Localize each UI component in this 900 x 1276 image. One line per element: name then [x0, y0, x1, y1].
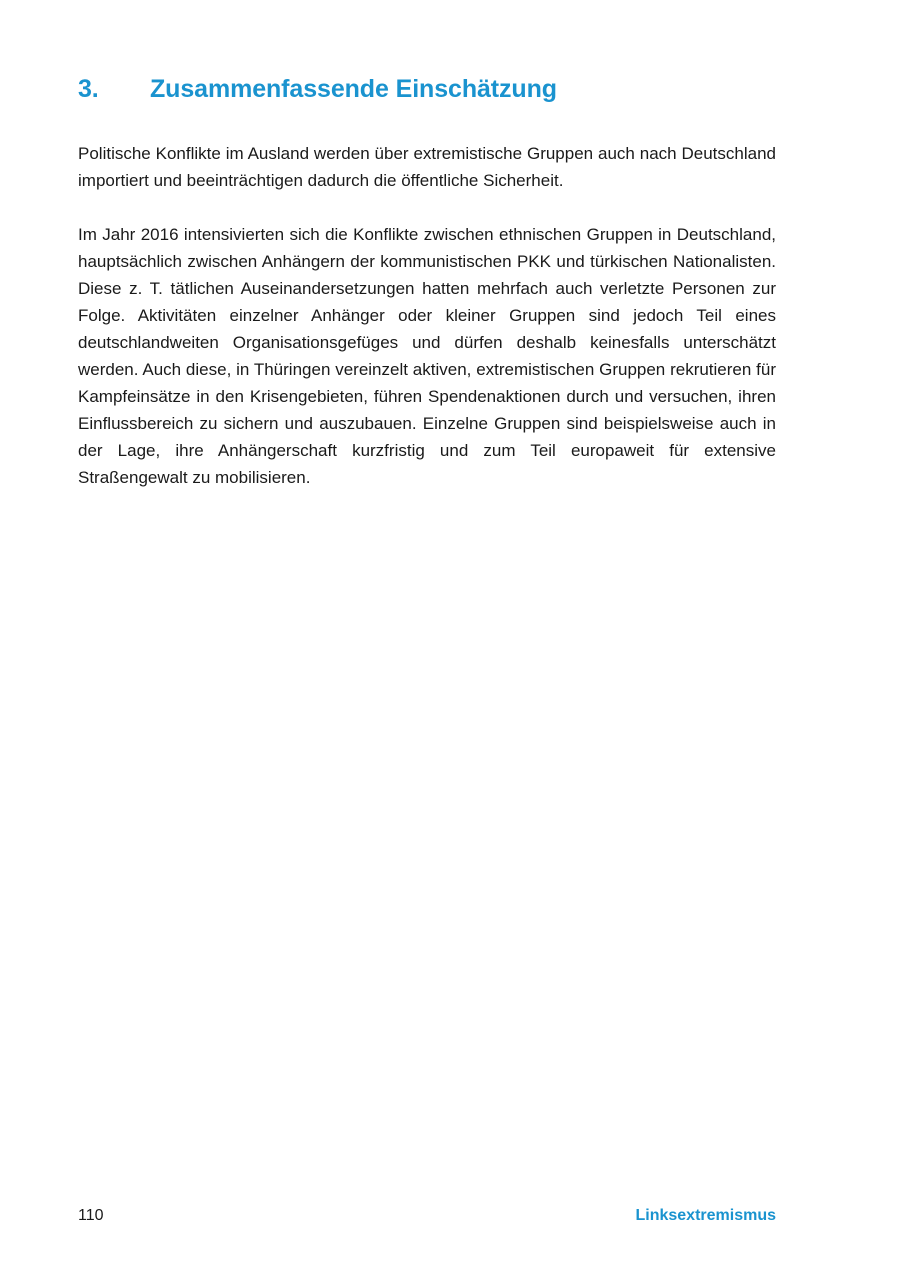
page-number: 110: [78, 1207, 104, 1224]
paragraph-details: Im Jahr 2016 intensivierten sich die Konflikte zwischen ethnischen Gruppen in Deutschland, hauptsächlich zwischen Anhängern der kommunistischen PKK und türkischen Nationalisten. Diese z. T. tätlichen Auseinandersetzungen hatten mehrfach auch verletzte Personen zur Folge. Aktivitäten einzelner Anhänger oder kleiner Gruppen sind jedoch Teil eines deutschlandweiten Organisationsgefüges und dürfen deshalb keinesfalls unterschätzt werden. Auch diese, in Thüringen vereinzelt aktiven, extremistischen Gruppen rekrutieren für Kampfeinsätze in den Krisengebieten, führen Spendenaktionen durch und versuchen, ihren Einflussbereich zu sichern und auszubauen. Einzelne Gruppen sind beispielsweise auch in der Lage, ihre Anhängerschaft kurzfristig und zum Teil europaweit für extensive Straßengewalt zu mobilisieren.: [78, 225, 776, 487]
section-title: Zusammenfassende Einschätzung: [150, 75, 557, 103]
body-text: [78, 140, 776, 518]
paragraph-intro: Politische Konflikte im Ausland werden über extremistische Gruppen auch nach Deutschland importiert und beeinträchtigen dadurch die öffentliche Sicherheit.: [78, 144, 776, 190]
section-heading: [78, 72, 778, 106]
page-footer: [78, 1204, 776, 1228]
section-number: 3.: [78, 75, 99, 103]
running-title: Linksextremismus: [635, 1207, 776, 1224]
